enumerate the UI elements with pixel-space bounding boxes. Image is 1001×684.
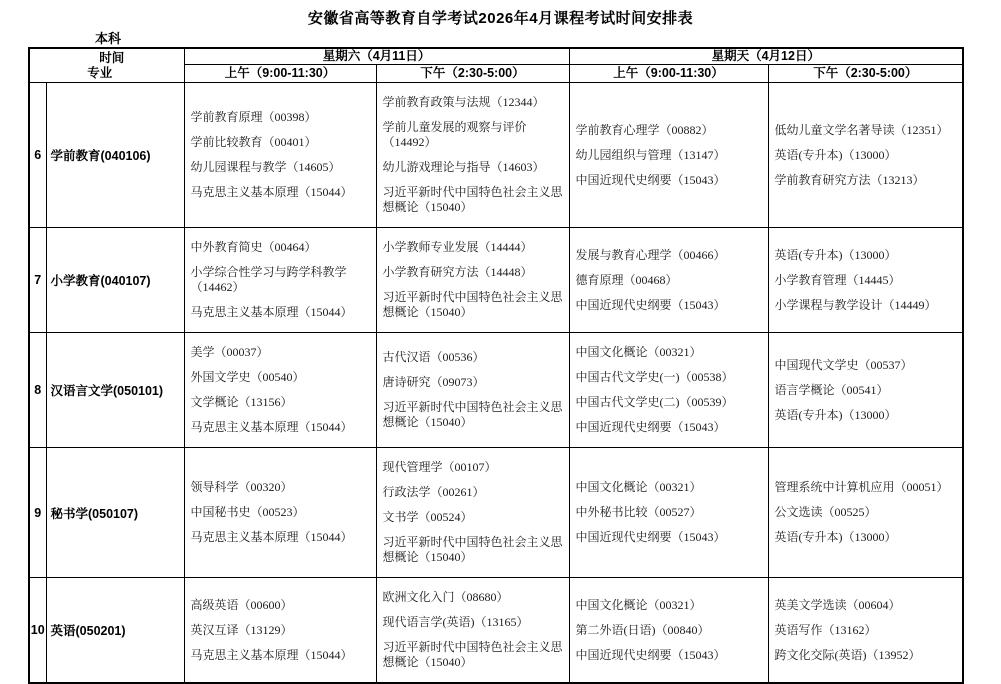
course-entry: 学前比较教育（00401） (190, 135, 317, 149)
course-entry: 小学教育管理（14445） (774, 272, 901, 287)
schedule-cell-sat-pm (376, 228, 569, 333)
row-number: 10 (29, 578, 46, 684)
schedule-cell-sat-pm (376, 578, 569, 684)
row-number: 6 (29, 83, 46, 228)
course-entry: 领导科学（00320） (190, 480, 293, 494)
major-name: 英语(050201) (46, 578, 184, 684)
course-entry: 高级英语（00600） (190, 597, 293, 612)
schedule-cell-sat-am (184, 228, 376, 333)
row-number: 7 (29, 228, 46, 333)
course-entry: 习近平新时代中国特色社会主义思想概论（15040） (382, 640, 563, 669)
day2-pm-header: 下午（2:30-5:00） (768, 65, 963, 83)
table-row (29, 448, 963, 578)
course-entry: 马克思主义基本原理（15044） (190, 185, 353, 199)
course-entry: 中国近现代史纲要（15043） (575, 647, 726, 662)
schedule-cell-sun-pm (768, 83, 963, 228)
course-entry: 文学概论（13156） (190, 395, 293, 409)
major-name: 秘书学(050107) (46, 448, 184, 578)
course-entry: 学前教育原理（00398） (190, 110, 317, 124)
course-entry: 跨文化交际(英语)（13952） (774, 647, 921, 662)
course-entry: 英语(专升本)（13000） (774, 407, 897, 422)
course-entry: 古代汉语（00536） (382, 350, 485, 364)
course-entry: 中国现代文学史（00537） (774, 357, 913, 372)
corner-time-label: 时间 (99, 50, 125, 65)
course-entry: 美学（00037） (190, 345, 269, 359)
day1-am-header: 上午（9:00-11:30） (184, 65, 376, 83)
course-entry: 发展与教育心理学（00466） (575, 247, 726, 262)
course-entry: 唐诗研究（09073） (382, 375, 485, 389)
course-entry: 学前儿童发展的观察与评价（14492） (382, 120, 527, 149)
course-entry: 英语(专升本)（13000） (774, 147, 897, 162)
course-entry: 中国秘书史（00523） (190, 505, 305, 519)
schedule-cell-sat-pm (376, 83, 569, 228)
schedule-cell-sat-am (184, 578, 376, 684)
course-entry: 习近平新时代中国特色社会主义思想概论（15040） (382, 400, 563, 429)
level-label: 本科 (95, 31, 122, 46)
course-entry: 小学课程与教学设计（14449） (774, 297, 937, 312)
course-entry: 英语(专升本)（13000） (774, 247, 897, 262)
course-entry: 英语写作（13162） (774, 622, 877, 637)
course-entry: 马克思主义基本原理（15044） (190, 305, 353, 319)
course-entry: 管理系统中计算机应用（00051） (774, 480, 949, 494)
major-name: 小学教育(040107) (46, 228, 184, 333)
course-entry: 学前教育心理学（00882） (575, 122, 714, 137)
course-entry: 幼儿游戏理论与指导（14603） (382, 160, 545, 174)
course-entry: 现代语言学(英语)（13165） (382, 615, 529, 629)
course-entry: 幼儿园组织与管理（13147） (575, 147, 726, 162)
course-entry: 幼儿园课程与教学（14605） (190, 160, 341, 174)
course-entry: 中国文化概论（00321） (575, 480, 702, 494)
course-entry: 中国近现代史纲要（15043） (575, 172, 726, 187)
course-entry: 中国古代文学史(二)（00539） (575, 395, 734, 409)
course-entry: 习近平新时代中国特色社会主义思想概论（15040） (382, 290, 563, 319)
table-row (29, 83, 963, 228)
schedule-cell-sun-am (569, 333, 768, 448)
header-day-row (29, 48, 963, 65)
course-entry: 英美文学选读（00604） (774, 597, 901, 612)
page-title: 安徽省高等教育自学考试2026年4月课程考试时间安排表 (307, 10, 694, 27)
course-entry: 马克思主义基本原理（15044） (190, 420, 353, 434)
schedule-cell-sat-am (184, 448, 376, 578)
course-entry: 小学综合性学习与跨学科教学（14462） (190, 265, 347, 294)
row-number: 9 (29, 448, 46, 578)
course-entry: 语言学概论（00541） (774, 382, 889, 397)
schedule-cell-sat-am (184, 83, 376, 228)
course-entry: 行政法学（00261） (382, 485, 485, 499)
course-entry: 文书学（00524） (382, 510, 473, 524)
course-entry: 马克思主义基本原理（15044） (190, 530, 353, 544)
table-row (29, 333, 963, 448)
course-entry: 中国古代文学史(一)（00538） (575, 370, 734, 384)
course-entry: 马克思主义基本原理（15044） (190, 647, 353, 662)
schedule-cell-sun-pm (768, 333, 963, 448)
course-entry: 中外教育简史（00464） (190, 240, 317, 254)
schedule-cell-sat-pm (376, 448, 569, 578)
course-entry: 外国文学史（00540） (190, 370, 305, 384)
course-entry: 学前教育政策与法规（12344） (382, 95, 545, 109)
table-row (29, 578, 963, 684)
day1-pm-header: 下午（2:30-5:00） (376, 65, 569, 83)
schedule-cell-sun-am (569, 228, 768, 333)
day1-header: 星期六（4月11日） (184, 48, 569, 65)
course-entry: 英汉互译（13129） (190, 622, 293, 637)
schedule-cell-sun-pm (768, 228, 963, 333)
table-row (29, 228, 963, 333)
course-entry: 小学教育研究方法（14448） (382, 265, 533, 279)
schedule-cell-sat-pm (376, 333, 569, 448)
corner-header (29, 48, 184, 83)
course-entry: 习近平新时代中国特色社会主义思想概论（15040） (382, 185, 563, 214)
course-entry: 中国文化概论（00321） (575, 597, 702, 612)
row-number: 8 (29, 333, 46, 448)
course-entry: 中国近现代史纲要（15043） (575, 420, 726, 434)
schedule-cell-sun-pm (768, 448, 963, 578)
course-entry: 小学教师专业发展（14444） (382, 240, 533, 254)
course-entry: 英语(专升本)（13000） (774, 530, 897, 544)
course-entry: 欧洲文化入门（08680） (382, 590, 509, 604)
corner-major-label: 专业 (87, 65, 113, 80)
day2-header: 星期天（4月12日） (569, 48, 963, 65)
course-entry: 公文选读（00525） (774, 505, 877, 519)
course-entry: 中国近现代史纲要（15043） (575, 530, 726, 544)
schedule-cell-sun-am (569, 448, 768, 578)
course-entry: 习近平新时代中国特色社会主义思想概论（15040） (382, 535, 563, 564)
major-name: 汉语言文学(050101) (46, 333, 184, 448)
schedule-cell-sun-am (569, 578, 768, 684)
course-entry: 中国文化概论（00321） (575, 345, 702, 359)
course-entry: 德育原理（00468） (575, 272, 678, 287)
course-entry: 中外秘书比较（00527） (575, 505, 702, 519)
schedule-cell-sun-am (569, 83, 768, 228)
course-entry: 现代管理学（00107） (382, 460, 497, 474)
course-entry: 低幼儿童文学名著导读（12351） (774, 122, 949, 137)
course-entry: 第二外语(日语)（00840） (575, 622, 710, 637)
course-entry: 学前教育研究方法（13213） (774, 172, 925, 187)
exam-schedule-table (28, 47, 964, 684)
schedule-cell-sat-am (184, 333, 376, 448)
day2-am-header: 上午（9:00-11:30） (569, 65, 768, 83)
schedule-cell-sun-pm (768, 578, 963, 684)
major-name: 学前教育(040106) (46, 83, 184, 228)
course-entry: 中国近现代史纲要（15043） (575, 297, 726, 312)
